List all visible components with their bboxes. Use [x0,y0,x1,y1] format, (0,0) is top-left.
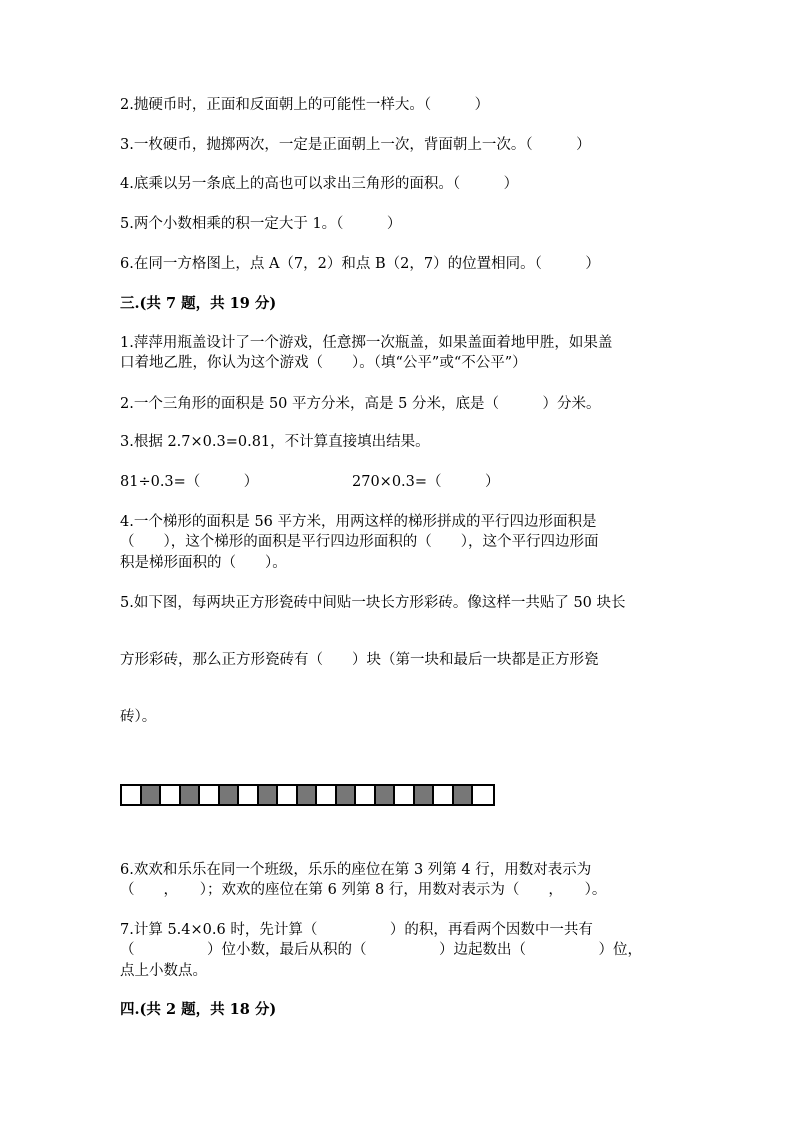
colored-rectangle-tile [376,786,396,804]
colored-rectangle-tile [454,786,474,804]
fill-question-3-part-b: 270×0.3=（ ） [352,474,500,490]
judge-question-3: 3.一枚硬币，抛掷两次，一定是正面朝上一次，背面朝上一次。（ ） [120,137,591,153]
fill-question-5-line-3: 砖）。 [120,709,157,725]
fill-question-7-line-2: （ ）位小数，最后从积的（ ）边起数出（ ）位， [120,942,642,958]
square-tile [317,786,337,804]
judge-question-6: 6.在同一方格图上，点 A（7，2）和点 B（2，7）的位置相同。（ ） [120,256,600,272]
fill-question-1-line-1: 1.萍萍用瓶盖设计了一个游戏，任意掷一次瓶盖，如果盖面着地甲胜，如果盖 [120,335,613,351]
judge-question-4: 4.底乘以另一条底上的高也可以求出三角形的面积。（ ） [120,176,519,192]
section-4-heading: 四.(共 2 题，共 18 分) [120,1001,277,1018]
fill-question-6-line-2: （ ， ）；欢欢的座位在第 6 列第 8 行，用数对表示为（ ， ）。 [120,882,607,898]
fill-question-5-line-1: 5.如下图，每两块正方形瓷砖中间贴一块长方形彩砖。像这样一共贴了 50 块长 [120,595,626,611]
square-tile [434,786,454,804]
fill-question-2: 2.一个三角形的面积是 50 平方分米，高是 5 分米，底是（ ）分米。 [120,396,601,412]
colored-rectangle-tile [298,786,318,804]
square-tile [200,786,220,804]
judge-question-5: 5.两个小数相乘的积一定大于 1。（ ） [120,216,402,232]
square-tile [161,786,181,804]
section-3-heading: 三.(共 7 题，共 19 分) [120,295,277,312]
fill-question-1-line-2: 口着地乙胜，你认为这个游戏（ ）。（填“公平”或“不公平”） [120,355,527,371]
tile-strip-figure [120,784,495,806]
fill-question-4-line-2: （ ），这个梯形的面积是平行四边形面积的（ ），这个平行四边形面 [120,534,599,550]
colored-rectangle-tile [181,786,201,804]
fill-question-6-line-1: 6.欢欢和乐乐在同一个班级，乐乐的座位在第 3 列第 4 行，用数对表示为 [120,862,592,878]
square-tile [239,786,259,804]
fill-question-7-line-1: 7.计算 5.4×0.6 时，先计算（ ）的积，再看两个因数中一共有 [120,922,593,938]
colored-rectangle-tile [220,786,240,804]
square-tile [122,786,142,804]
square-tile [473,786,493,804]
fill-question-3: 3.根据 2.7×0.3=0.81，不计算直接填出结果。 [120,434,430,450]
colored-rectangle-tile [337,786,357,804]
colored-rectangle-tile [259,786,279,804]
fill-question-5-line-2: 方形彩砖，那么正方形瓷砖有（ ）块（第一块和最后一块都是正方形瓷 [120,652,599,668]
colored-rectangle-tile [415,786,435,804]
fill-question-4-line-3: 积是梯形面积的（ ）。 [120,555,287,571]
fill-question-7-line-3: 点上小数点。 [120,963,207,979]
fill-question-3-part-a: 81÷0.3=（ ） [120,474,259,490]
square-tile [395,786,415,804]
square-tile [278,786,298,804]
judge-question-2: 2.抛硬币时，正面和反面朝上的可能性一样大。（ ） [120,97,490,113]
square-tile [356,786,376,804]
colored-rectangle-tile [142,786,162,804]
fill-question-4-line-1: 4.一个梯形的面积是 56 平方米，用两这样的梯形拼成的平行四边形面积是 [120,514,597,530]
